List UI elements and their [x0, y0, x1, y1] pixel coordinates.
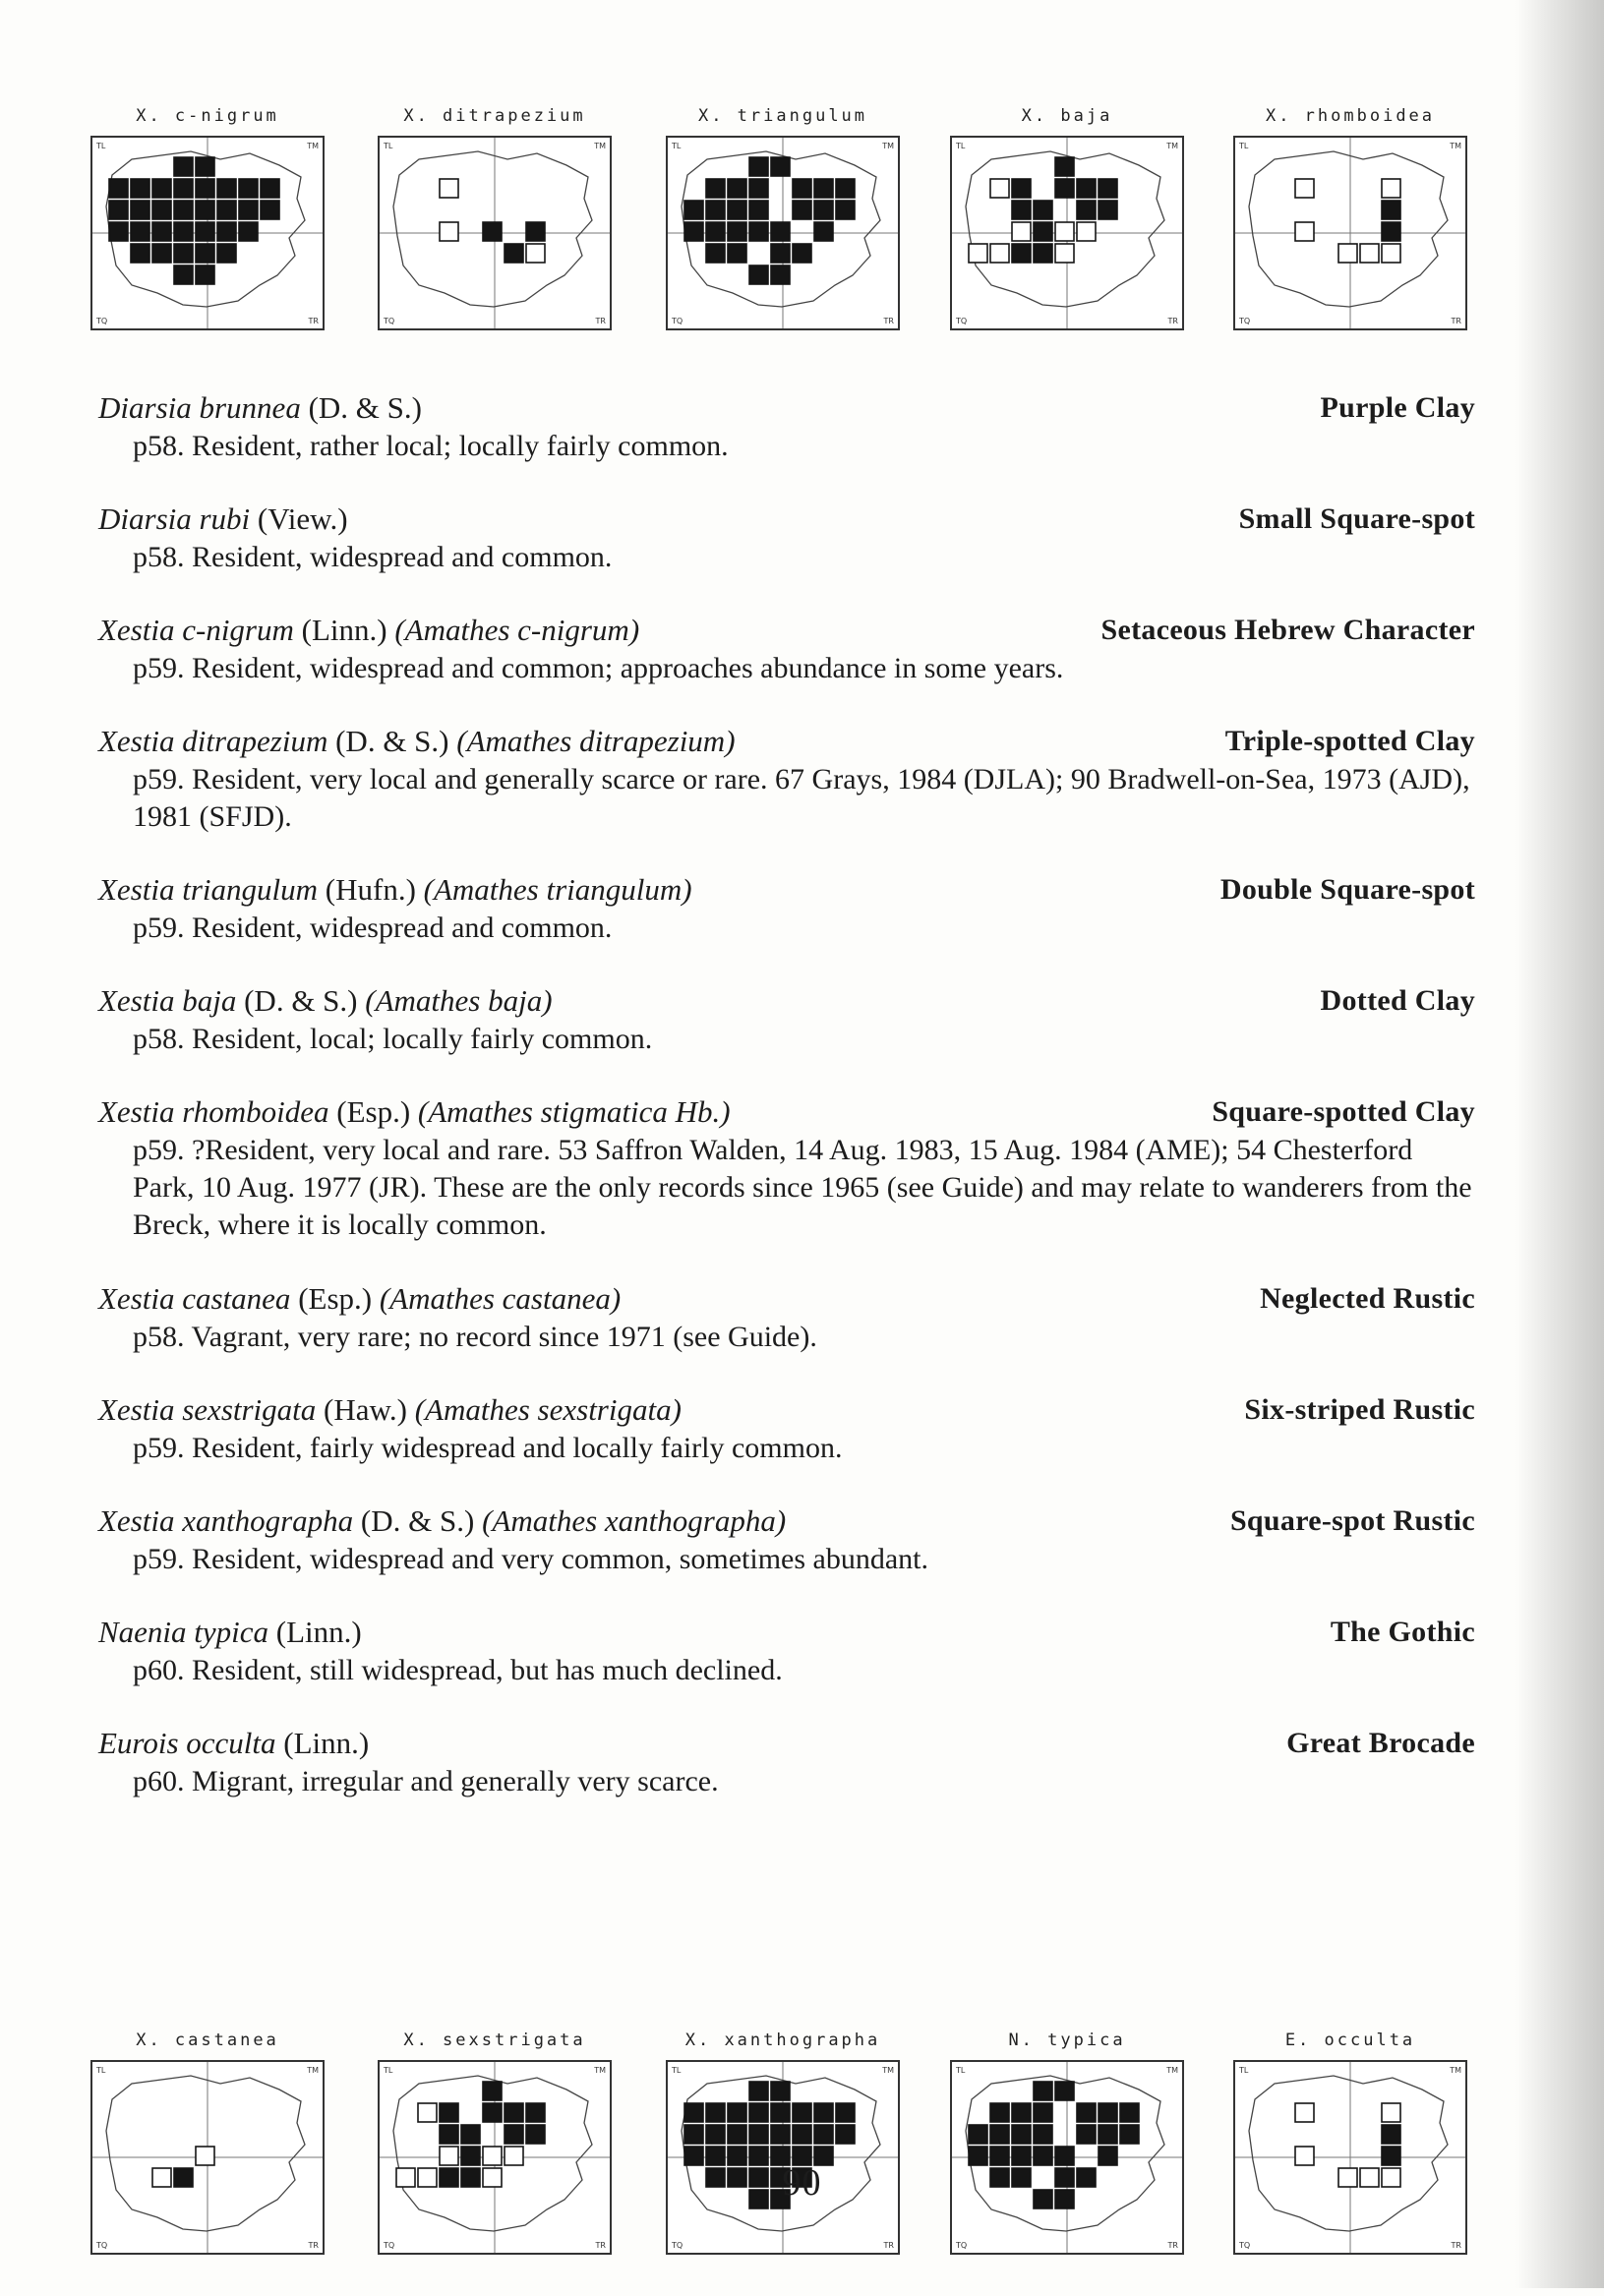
- map-title: X. ditrapezium: [403, 106, 586, 126]
- record-square-recent: [771, 157, 790, 176]
- species-description: p60. Resident, still widespread, but has much declined.: [133, 1654, 783, 1686]
- top-map-row: [90, 106, 1487, 372]
- record-square-recent: [1120, 2103, 1139, 2122]
- record-square-recent: [1012, 201, 1031, 219]
- scientific-name: Xestia c-nigrum (Linn.) (Amathes c-nigrum): [98, 613, 640, 647]
- record-square-recent: [706, 244, 725, 263]
- record-square-recent: [771, 2125, 790, 2144]
- record-square-recent: [217, 201, 236, 219]
- record-square-recent: [152, 222, 171, 241]
- grid-corner-label: TL: [384, 2066, 393, 2075]
- scientific-name: Diarsia brunnea (D. & S.): [98, 390, 422, 425]
- record-square-recent: [814, 222, 833, 241]
- record-square-recent: [483, 2103, 502, 2122]
- record-square-recent: [793, 2125, 811, 2144]
- page-number: 90: [782, 2162, 822, 2204]
- record-square-recent: [174, 157, 193, 176]
- common-name: Double Square-spot: [1219, 873, 1475, 906]
- map-frame: [378, 2060, 612, 2255]
- species-description: p58. Resident, widespread and common.: [133, 541, 613, 573]
- record-square-recent: [174, 265, 193, 284]
- record-square-recent: [196, 244, 214, 263]
- grid-corner-label: TL: [96, 2066, 106, 2075]
- record-square-recent: [196, 201, 214, 219]
- record-square-recent: [728, 201, 746, 219]
- distribution-map: [90, 106, 325, 350]
- grid-corner-label: TM: [594, 142, 606, 150]
- record-square-recent: [440, 2103, 458, 2122]
- distribution-map: [950, 2031, 1184, 2274]
- record-square-recent: [131, 201, 149, 219]
- record-square-recent: [706, 2125, 725, 2144]
- record-square-recent: [1099, 201, 1117, 219]
- record-square-recent: [1099, 2125, 1117, 2144]
- record-square-recent: [217, 222, 236, 241]
- record-square-recent: [239, 179, 258, 198]
- scientific-name: Xestia ditrapezium (D. & S.) (Amathes ditrapezium): [98, 724, 736, 758]
- grid-corner-label: TR: [883, 317, 894, 325]
- distribution-map: [378, 106, 612, 350]
- record-square-old: [969, 244, 987, 263]
- record-square-recent: [706, 2103, 725, 2122]
- record-square-recent: [836, 2125, 855, 2144]
- map-title: X. sexstrigata: [403, 2031, 586, 2050]
- distribution-map: [378, 2031, 612, 2274]
- record-square-recent: [749, 2082, 768, 2100]
- record-square-recent: [1012, 179, 1031, 198]
- record-square-recent: [1099, 179, 1117, 198]
- record-square-recent: [1034, 201, 1052, 219]
- record-square-old: [1295, 179, 1314, 198]
- map-title: X. castanea: [136, 2031, 279, 2050]
- record-square-old: [1382, 244, 1400, 263]
- record-square-recent: [836, 2103, 855, 2122]
- common-name: Square-spot Rustic: [1229, 1504, 1475, 1537]
- grid-corner-label: TQ: [956, 2241, 968, 2250]
- grid-corner-label: TQ: [1239, 317, 1251, 325]
- grid-corner-label: TM: [307, 2066, 319, 2075]
- grid-corner-label: TL: [96, 142, 106, 150]
- species-description: p58. Resident, rather local; locally fairly common.: [133, 430, 729, 462]
- record-square-recent: [793, 179, 811, 198]
- record-square-recent: [261, 179, 279, 198]
- record-square-recent: [1055, 157, 1074, 176]
- grid-corner-label: TR: [1167, 317, 1178, 325]
- species-entry: [98, 870, 1475, 947]
- record-square-recent: [505, 2125, 523, 2144]
- grid-corner-label: TQ: [96, 317, 108, 325]
- record-square-recent: [728, 179, 746, 198]
- grid-corner-label: TR: [308, 2241, 319, 2250]
- grid-corner-label: TQ: [672, 2241, 683, 2250]
- grid-corner-label: TQ: [384, 2241, 395, 2250]
- map-frame: [1233, 136, 1467, 330]
- record-square-recent: [152, 179, 171, 198]
- grid-corner-label: TM: [882, 2066, 894, 2075]
- record-square-recent: [1034, 244, 1052, 263]
- grid-corner-label: TR: [308, 317, 319, 325]
- record-square-recent: [793, 2103, 811, 2122]
- grid-corner-label: TQ: [956, 317, 968, 325]
- record-square-recent: [990, 2125, 1009, 2144]
- record-square-recent: [196, 265, 214, 284]
- record-square-recent: [174, 179, 193, 198]
- map-title: E. occulta: [1284, 2031, 1416, 2050]
- species-entry: [98, 1724, 1475, 1800]
- record-square-recent: [109, 179, 128, 198]
- grid-corner-label: TR: [595, 317, 606, 325]
- distribution-map: [1233, 106, 1467, 350]
- map-frame: [950, 136, 1184, 330]
- species-entry: [98, 1613, 1475, 1689]
- record-square-recent: [152, 201, 171, 219]
- map-frame: [90, 136, 325, 330]
- species-description: p58. Resident, local; locally fairly common.: [133, 1023, 653, 1055]
- species-description: p59. Resident, widespread and very common, sometimes abundant.: [133, 1543, 928, 1575]
- record-square-recent: [239, 222, 258, 241]
- record-square-recent: [793, 201, 811, 219]
- record-square-recent: [526, 222, 545, 241]
- grid-corner-label: TM: [882, 142, 894, 150]
- grid-corner-label: TR: [1167, 2241, 1178, 2250]
- common-name: Dotted Clay: [1320, 984, 1475, 1017]
- common-name: Neglected Rustic: [1260, 1282, 1475, 1315]
- record-square-recent: [814, 201, 833, 219]
- page-edge-shadow: [1515, 0, 1604, 2288]
- grid-corner-label: TM: [307, 142, 319, 150]
- scientific-name: Eurois occulta (Linn.): [98, 1726, 370, 1760]
- common-name: Six-striped Rustic: [1244, 1393, 1475, 1426]
- record-square-recent: [1034, 222, 1052, 241]
- record-square-recent: [196, 179, 214, 198]
- record-square-old: [1360, 244, 1379, 263]
- record-square-recent: [728, 222, 746, 241]
- record-square-recent: [1034, 2125, 1052, 2144]
- record-square-old: [418, 2103, 437, 2122]
- species-description: p59. Resident, widespread and common; approaches abundance in some years.: [133, 652, 1064, 684]
- grid-corner-label: TM: [1450, 142, 1461, 150]
- record-square-recent: [131, 244, 149, 263]
- record-square-recent: [174, 222, 193, 241]
- distribution-map: [90, 2031, 325, 2274]
- species-description: p59. Resident, very local and generally scarce or rare. 67 Grays, 1984 (DJLA); 90 Bradwell-on-Sea, 1973 (AJD), 1981 (SFJD).: [133, 763, 1470, 833]
- record-square-old: [1382, 2103, 1400, 2122]
- record-square-recent: [1012, 244, 1031, 263]
- grid-corner-label: TM: [594, 2066, 606, 2075]
- record-square-old: [1382, 179, 1400, 198]
- record-square-old: [1077, 222, 1096, 241]
- map-frame: [1233, 2060, 1467, 2255]
- record-square-recent: [771, 265, 790, 284]
- species-entry: [98, 500, 1475, 576]
- record-square-old: [440, 179, 458, 198]
- grid-corner-label: TR: [595, 2241, 606, 2250]
- record-square-recent: [440, 2125, 458, 2144]
- record-square-recent: [684, 2125, 703, 2144]
- record-square-recent: [1120, 2125, 1139, 2144]
- grid-corner-label: TR: [883, 2241, 894, 2250]
- record-square-recent: [771, 222, 790, 241]
- record-square-recent: [771, 2082, 790, 2100]
- record-square-recent: [1077, 2125, 1096, 2144]
- species-description: p60. Migrant, irregular and generally very scarce.: [133, 1765, 719, 1797]
- record-square-old: [1055, 244, 1074, 263]
- record-square-recent: [749, 2103, 768, 2122]
- map-title: N. typica: [1008, 2031, 1126, 2050]
- common-name: Setaceous Hebrew Character: [1100, 614, 1475, 646]
- record-square-recent: [749, 157, 768, 176]
- species-entry: [98, 1279, 1475, 1356]
- species-entry: [98, 388, 1475, 465]
- record-square-recent: [1382, 201, 1400, 219]
- common-name: Small Square-spot: [1238, 502, 1475, 535]
- record-square-recent: [217, 179, 236, 198]
- record-square-recent: [814, 179, 833, 198]
- record-square-recent: [969, 2125, 987, 2144]
- county-outline: [1249, 2076, 1448, 2231]
- grid-corner-label: TL: [956, 142, 966, 150]
- species-description: p59. Resident, widespread and common.: [133, 912, 613, 944]
- common-name: Triple-spotted Clay: [1224, 725, 1475, 757]
- grid-corner-label: TL: [956, 2066, 966, 2075]
- record-square-recent: [217, 244, 236, 263]
- record-square-recent: [836, 201, 855, 219]
- species-entry: [98, 722, 1475, 836]
- distribution-map: [666, 106, 900, 350]
- grid-corner-label: TL: [1239, 2066, 1249, 2075]
- distribution-map: [950, 106, 1184, 350]
- county-outline: [1249, 151, 1448, 307]
- record-square-old: [1338, 244, 1357, 263]
- grid-corner-label: TL: [1239, 142, 1249, 150]
- record-square-recent: [749, 201, 768, 219]
- record-square-recent: [1034, 2103, 1052, 2122]
- record-square-recent: [239, 201, 258, 219]
- species-entry: [98, 1390, 1475, 1467]
- grid-corner-label: TL: [384, 142, 393, 150]
- record-square-recent: [749, 2125, 768, 2144]
- record-square-recent: [461, 2125, 480, 2144]
- record-square-recent: [174, 244, 193, 263]
- record-square-old: [990, 179, 1009, 198]
- map-title: X. c-nigrum: [136, 106, 279, 126]
- record-square-old: [1012, 222, 1031, 241]
- record-square-recent: [793, 244, 811, 263]
- record-square-recent: [728, 244, 746, 263]
- record-square-recent: [1055, 2082, 1074, 2100]
- record-square-recent: [1382, 2125, 1400, 2144]
- record-square-recent: [131, 179, 149, 198]
- map-title: X. xanthographa: [684, 2031, 881, 2050]
- species-entry: [98, 1501, 1475, 1578]
- grid-corner-label: TM: [1166, 142, 1178, 150]
- record-square-recent: [990, 2103, 1009, 2122]
- grid-corner-label: TQ: [96, 2241, 108, 2250]
- record-square-recent: [526, 2103, 545, 2122]
- record-square-recent: [706, 222, 725, 241]
- record-square-recent: [505, 2103, 523, 2122]
- record-square-recent: [684, 2103, 703, 2122]
- record-square-recent: [814, 2125, 833, 2144]
- record-square-recent: [174, 201, 193, 219]
- map-frame: [950, 2060, 1184, 2255]
- record-square-recent: [1012, 2125, 1031, 2144]
- common-name: The Gothic: [1330, 1616, 1475, 1648]
- record-square-recent: [1077, 179, 1096, 198]
- distribution-map: [666, 2031, 900, 2274]
- record-square-recent: [1012, 2103, 1031, 2122]
- record-square-recent: [728, 2125, 746, 2144]
- record-square-recent: [1034, 2082, 1052, 2100]
- record-square-recent: [706, 179, 725, 198]
- grid-corner-label: TM: [1166, 2066, 1178, 2075]
- record-square-recent: [771, 2103, 790, 2122]
- common-name: Great Brocade: [1286, 1727, 1475, 1759]
- species-description: p59. Resident, fairly widespread and locally fairly common.: [133, 1432, 843, 1464]
- record-square-old: [1055, 222, 1074, 241]
- record-square-old: [990, 244, 1009, 263]
- grid-corner-label: TQ: [1239, 2241, 1251, 2250]
- grid-corner-label: TL: [672, 2066, 682, 2075]
- scientific-name: Naenia typica (Linn.): [98, 1615, 362, 1649]
- grid-corner-label: TQ: [384, 317, 395, 325]
- scientific-name: Xestia triangulum (Hufn.) (Amathes triangulum): [98, 872, 692, 907]
- record-square-recent: [836, 179, 855, 198]
- record-square-recent: [152, 244, 171, 263]
- record-square-recent: [1077, 201, 1096, 219]
- record-square-recent: [684, 222, 703, 241]
- record-square-old: [1295, 2103, 1314, 2122]
- record-square-recent: [1055, 179, 1074, 198]
- record-square-recent: [1077, 2103, 1096, 2122]
- grid-corner-label: TM: [1450, 2066, 1461, 2075]
- record-square-old: [1295, 222, 1314, 241]
- scientific-name: Diarsia rubi (View.): [98, 501, 348, 536]
- scientific-name: Xestia castanea (Esp.) (Amathes castanea): [98, 1281, 622, 1316]
- record-square-recent: [196, 222, 214, 241]
- record-square-recent: [109, 222, 128, 241]
- map-title: X. baja: [1021, 106, 1113, 126]
- scientific-name: Xestia sexstrigata (Haw.) (Amathes sexstrigata): [98, 1392, 682, 1427]
- common-name: Purple Clay: [1320, 391, 1475, 424]
- grid-corner-label: TL: [672, 142, 682, 150]
- map-frame: [666, 136, 900, 330]
- record-square-recent: [749, 222, 768, 241]
- distribution-map: [1233, 2031, 1467, 2274]
- record-square-recent: [109, 201, 128, 219]
- map-frame: [90, 2060, 325, 2255]
- record-square-recent: [483, 222, 502, 241]
- record-square-old: [440, 222, 458, 241]
- grid-corner-label: TQ: [672, 317, 683, 325]
- record-square-recent: [131, 222, 149, 241]
- species-entry: [98, 981, 1475, 1058]
- record-square-recent: [728, 2103, 746, 2122]
- grid-corner-label: TR: [1451, 2241, 1461, 2250]
- grid-corner-label: TR: [1451, 317, 1461, 325]
- species-entry: [98, 611, 1475, 687]
- species-description: p59. ?Resident, very local and rare. 53 Saffron Walden, 14 Aug. 1983, 15 Aug. 1984 (AME); 54 Chesterford Park, 10 Aug. 1977 (JR). These are the only records since 1965 (see Guide) and may relate to wanderers from the Breck, where it is locally common.: [133, 1134, 1472, 1241]
- scientific-name: Xestia baja (D. & S.) (Amathes baja): [98, 983, 553, 1018]
- species-entry: [98, 1092, 1475, 1244]
- record-square-recent: [749, 265, 768, 284]
- record-square-recent: [1382, 222, 1400, 241]
- common-name: Square-spotted Clay: [1212, 1095, 1475, 1128]
- map-title: X. rhomboidea: [1265, 106, 1436, 126]
- record-square-recent: [1099, 2103, 1117, 2122]
- map-title: X. triangulum: [697, 106, 868, 126]
- map-frame: [378, 136, 612, 330]
- record-square-recent: [749, 179, 768, 198]
- record-square-recent: [526, 2125, 545, 2144]
- record-square-old: [526, 244, 545, 263]
- record-square-recent: [196, 157, 214, 176]
- record-square-recent: [684, 201, 703, 219]
- species-description: p58. Vagrant, very rare; no record since 1971 (see Guide).: [133, 1321, 817, 1353]
- scientific-name: Xestia xanthographa (D. & S.) (Amathes xanthographa): [98, 1503, 787, 1538]
- record-square-recent: [505, 244, 523, 263]
- map-frame: [666, 2060, 900, 2255]
- record-square-recent: [483, 2082, 502, 2100]
- record-square-recent: [814, 2103, 833, 2122]
- record-square-recent: [771, 244, 790, 263]
- record-square-recent: [706, 201, 725, 219]
- record-square-recent: [261, 201, 279, 219]
- scientific-name: Xestia rhomboidea (Esp.) (Amathes stigmatica Hb.): [98, 1094, 731, 1129]
